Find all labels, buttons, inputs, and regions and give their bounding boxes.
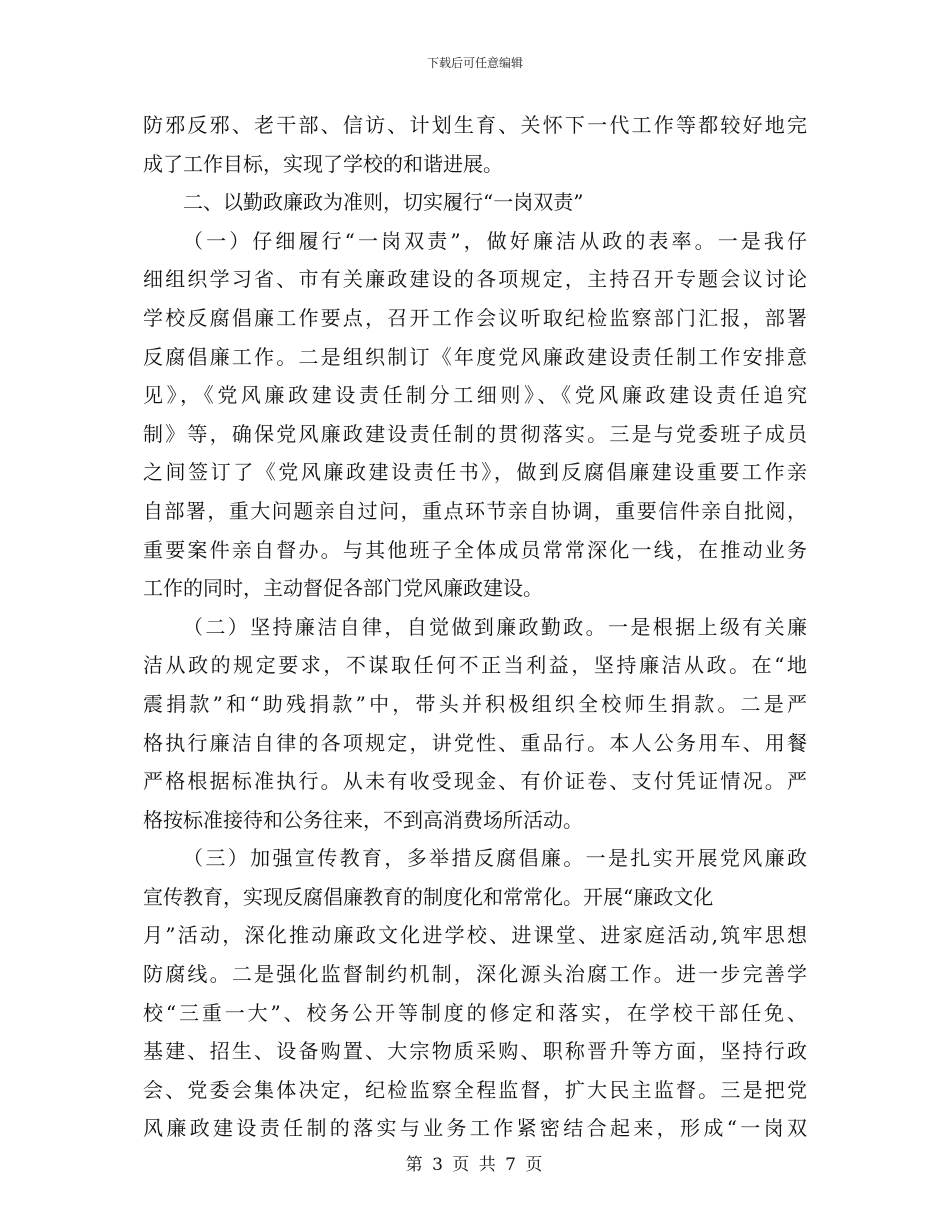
text-line: 风廉政建设责任制的落实与业务工作紧密结合起来，形成“一岗双 [143,1116,807,1141]
section-heading: 二、以勤政廉政为准则，切实履行“一岗双责” [183,190,584,215]
text-line: 细组织学习省、市有关廉政建设的各项规定，主持召开专题会议讨论 [143,267,807,292]
text-line: 工作的同时，主动督促各部门党风廉政建设。 [143,576,543,601]
text-line: 校“三重一大”、校务公开等制度的修定和落实，在学校干部任免、 [143,1000,807,1025]
text-line: 制》等，确保党风廉政建设责任制的贯彻落实。三是与党委班子成员 [143,421,807,446]
text-line: 格按标准接待和公务往来，不到高消费场所活动。 [143,807,583,832]
text-line: 防邪反邪、老干部、信访、计划生育、关怀下一代工作等都较好地完 [143,113,807,137]
text-line: 基建、招生、设备购置、大宗物质采购、职称晋升等方面，坚持行政 [143,1039,807,1064]
text-line: （三）加强宣传教育，多举措反腐倡廉。一是扎实开展党风廉政 [183,846,807,871]
text-line: 反腐倡廉工作。二是组织制订《年度党风廉政建设责任制工作安排意 [143,344,807,369]
text-line: 会、党委会集体决定，纪检监察全程监督，扩大民主监督。三是把党 [143,1077,807,1102]
text-line: 重要案件亲自督办。与其他班子全体成员常常深化一线，在推动业务 [143,537,807,562]
text-line: 学校反腐倡廉工作要点，召开工作会议听取纪检监察部门汇报，部署 [143,305,807,330]
text-line: 自部署，重大问题亲自过问，重点环节亲自协调，重要信件亲自批阅， [143,498,807,523]
text-line: 成了工作目标，实现了学校的和谐进展。 [143,151,503,176]
text-line: 格执行廉洁自律的各项规定，讲党性、重品行。本人公务用车、用餐 [143,730,807,755]
text-line: （二）坚持廉洁自律，自觉做到廉政勤政。一是根据上级有关廉 [183,614,807,639]
text-line: 月”活动，深化推动廉政文化进学校、进课堂、进家庭活动,筑牢思想 [143,923,807,948]
text-line: （一）仔细履行“一岗双责”，做好廉洁从政的表率。一是我仔 [183,228,807,253]
text-line: 严格根据标准执行。从未有收受现金、有价证卷、支付凭证情况。严 [143,769,807,794]
page-number-footer: 第 3 页 共 7 页 [405,1155,545,1175]
text-line: 之间签订了《党风廉政建设责任书》，做到反腐倡廉建设重要工作亲 [143,460,807,485]
text-line: 宣传教育，实现反腐倡廉教育的制度化和常常化。开展“廉政文化 [143,884,714,909]
text-line: 洁从政的规定要求，不谋取任何不正当利益，坚持廉洁从政。在“地 [143,653,807,678]
document-body [143,106,807,1148]
page-header-note: 下载后可任意编辑 [426,56,523,70]
text-line: 震捐款”和“助残捐款”中，带头并积极组织全校师生捐款。二是严 [143,691,807,716]
text-line: 见》，《党风廉政建设责任制分工细则》、《党风廉政建设责任追究 [143,383,807,408]
text-line: 防腐线。二是强化监督制约机制，深化源头治腐工作。进一步完善学 [143,962,807,987]
